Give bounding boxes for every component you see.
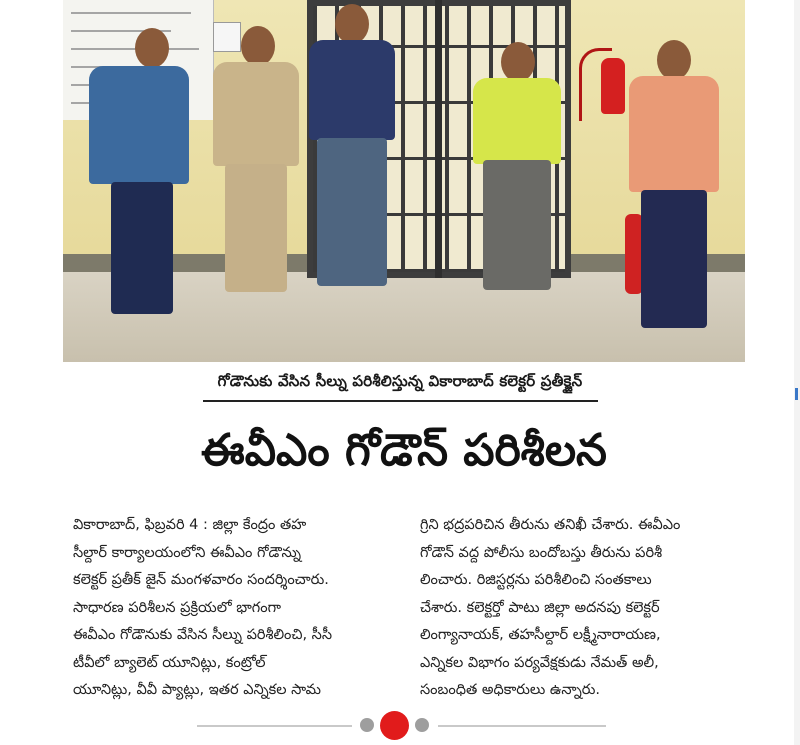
- body-line: సీల్దార్ కార్యాలయంలోని ఈవీఎం గోడౌన్ను: [73, 544, 302, 561]
- photo-gate-lock-bar: [435, 0, 442, 278]
- body-line: ఎన్నికల విభాగం పర్యవేక్షకుడు నేమత్ అలీ,: [420, 654, 659, 671]
- body-line: కలెక్టర్ ప్రతీక్ జైన్ మంగళవారం సందర్శించారు.: [73, 572, 329, 588]
- pager-dot-1[interactable]: [360, 718, 374, 732]
- pager-dot-3[interactable]: [415, 718, 429, 732]
- body-line: గ్రిని భద్రపరిచిన తీరును తనిఖీ చేశారు. ఈవీఎం: [420, 517, 681, 533]
- article-photo: [63, 0, 745, 362]
- photo-fire-extinguisher: [601, 58, 625, 114]
- body-line: యూనిట్లు, వీవీ ప్యాట్లు, ఇతర ఎన్నికల సామ: [73, 682, 321, 698]
- photo-switchboard: [213, 22, 241, 52]
- article-body-left-column: [73, 512, 403, 705]
- body-line: టీవీలో బ్యాలెట్ యూనిట్లు, కంట్రోల్: [73, 654, 266, 671]
- scroll-marker: [795, 388, 798, 400]
- body-line: లించారు. రిజిస్టర్లను పరిశీలించి సంతకాలు: [420, 572, 652, 588]
- caption-divider: [203, 400, 598, 402]
- body-line: లింగ్యానాయక్, తహసీల్దార్ లక్ష్మీనారాయణ,: [420, 627, 661, 643]
- body-line: చేశారు. కలెక్టర్తో పాటు జిల్లా అదనపు కలెక్టర్: [420, 599, 660, 616]
- pager-dot-2-active[interactable]: [380, 711, 409, 740]
- article-body-right-column: [420, 512, 750, 705]
- pager-rule-left: [197, 725, 352, 727]
- body-line: ఈవీఎం గోడౌనుకు వేసిన సీల్ను పరిశీలించి, సీసీ: [73, 627, 333, 643]
- article-headline: ఈవీఎం గోడౌన్ పరిశీలన: [201, 425, 607, 476]
- body-line: సంబంధిత అధికారులు ఉన్నారు.: [420, 682, 600, 698]
- photo-caption: గోడౌనుకు వేసిన సీల్ను పరిశీలిస్తున్న వికారాబాద్ కలెక్టర్ ప్రతీక్జైన్: [217, 372, 583, 390]
- pager-rule-right: [438, 725, 606, 727]
- scroll-edge: [794, 0, 800, 745]
- body-line: గోడౌన్ వద్ద పోలీసు బందోబస్తు తీరును పరిశీ: [420, 544, 663, 561]
- body-line: వికారాబాద్, ఫిబ్రవరి 4 : జిల్లా కేంద్రం తహ: [73, 517, 307, 533]
- body-line: సాధారణ పరిశీలన ప్రక్రియలో భాగంగా: [73, 599, 281, 616]
